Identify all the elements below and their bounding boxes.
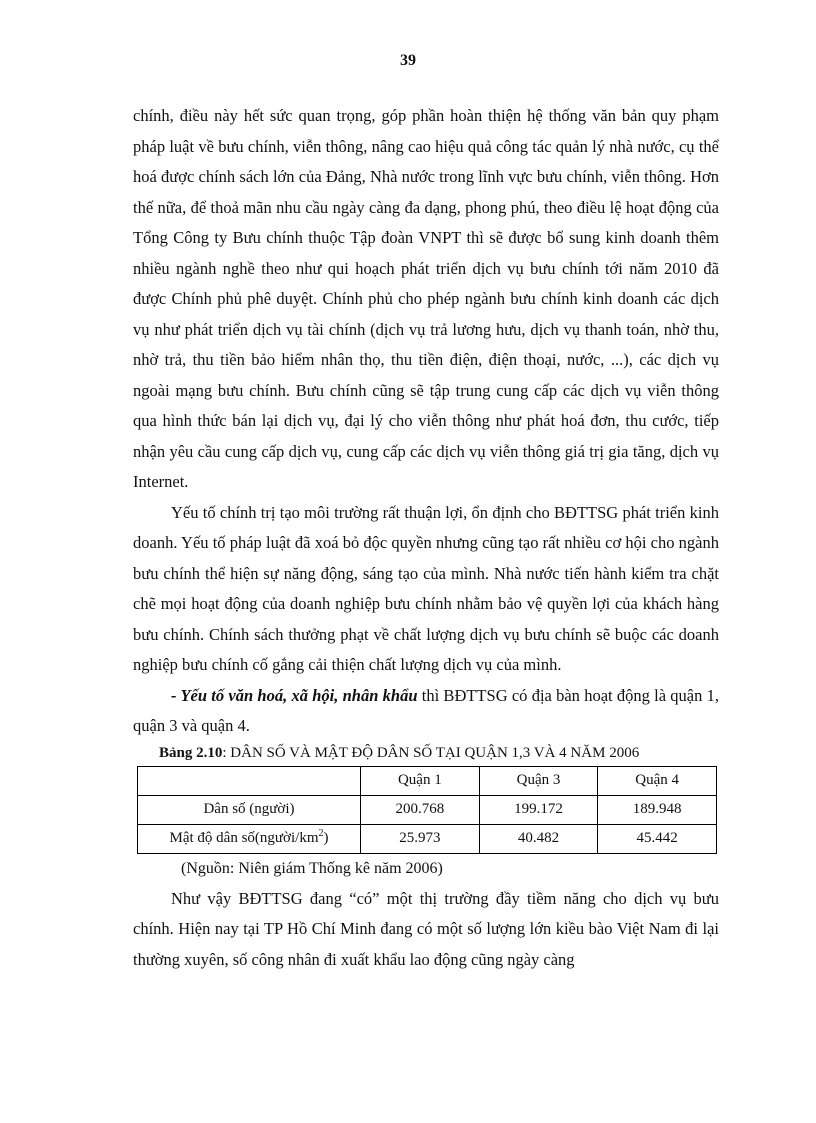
table-caption — [133, 742, 719, 764]
table-caption-text: : DÂN SỐ VÀ MẬT ĐỘ DÂN SỐ TẠI QUẬN 1,3 VÀ 4 NĂM 2006 — [222, 744, 640, 761]
paragraph-3-lead: - Yếu tố văn hoá, xã hội, nhân khẩu — [171, 685, 418, 705]
density-label-end: ) — [323, 830, 329, 846]
paragraph-3 — [133, 681, 719, 742]
population-table — [137, 766, 717, 854]
paragraph-3-rest: thì BĐTTSG có địa bàn hoạt động là quận 1, quận 3 và quận 4. — [133, 685, 719, 735]
table-cell: 200.768 — [361, 795, 480, 824]
table-header-cell — [138, 766, 361, 795]
body-text — [133, 101, 719, 975]
table-cell: 40.482 — [479, 824, 598, 853]
table-cell: 199.172 — [479, 795, 598, 824]
table-header-cell: Quận 3 — [479, 766, 598, 795]
paragraph-1: chính, điều này hết sức quan trọng, góp phần hoàn thiện hệ thống văn bản quy phạm pháp luật về bưu chính, viễn thông, nâng cao hiệu quả công tác quản lý nhà nước, cụ thể hoá được chính sách lớn của Đảng, Nhà nước trong lĩnh vực bưu chính, viễn thông. Hơn thế nữa, để thoả mãn nhu cầu ngày càng đa dạng, phong phú, theo điều lệ hoạt động của Tổng Công ty Bưu chính thuộc Tập đoàn VNPT thì sẽ được bổ sung kinh doanh thêm nhiều ngành nghề theo như qui hoạch phát triển dịch vụ bưu chính tới năm 2010 đã được Chính phủ phê duyệt. Chính phủ cho phép ngành bưu chính kinh doanh các dịch vụ như phát triển dịch vụ tài chính (dịch vụ trả lương hưu, dịch vụ thanh toán, nhờ thu, nhờ trả, thu tiền bảo hiểm nhân thọ, thu tiền điện, điện thoại, nước, ...), các dịch vụ ngoài mạng bưu chính. Bưu chính cũng sẽ tập trung cung cấp các dịch vụ viễn thông qua hình thức bán lại dịch vụ, đại lý cho viễn thông như phát hoá đơn, thu cước, tiếp nhận yêu cầu cung cấp dịch vụ, cung cấp các dịch vụ viễn thông giá trị gia tăng, dịch vụ Internet. — [133, 106, 719, 491]
paragraph-4: Như vậy BĐTTSG đang “có” một thị trường đầy tiềm năng cho dịch vụ bưu chính. Hiện nay tại TP Hồ Chí Minh đang có một số lượng lớn kiều bào Việt Nam đi lại thường xuyên, số công nhân đi xuất khẩu lao động cũng ngày càng — [133, 888, 719, 969]
table-row — [138, 795, 717, 824]
row-label-density — [138, 824, 361, 853]
table-header-cell: Quận 1 — [361, 766, 480, 795]
table-header-cell: Quận 4 — [598, 766, 717, 795]
table-row — [138, 824, 717, 853]
table-header-row — [138, 766, 717, 795]
table-cell: 189.948 — [598, 795, 717, 824]
density-label-text: Mật độ dân số(người/km — [169, 830, 319, 846]
page-number: 39 — [400, 52, 416, 69]
row-label-population: Dân số (người) — [138, 795, 361, 824]
table-caption-label: Bảng 2.10 — [159, 744, 223, 761]
table-cell: 25.973 — [361, 824, 480, 853]
table-cell: 45.442 — [598, 824, 717, 853]
table-source: (Nguồn: Niên giám Thống kê năm 2006) — [181, 859, 443, 877]
density-label-sup: 2 — [318, 828, 324, 839]
paragraph-2: Yếu tố chính trị tạo môi trường rất thuận lợi, ổn định cho BĐTTSG phát triển kinh doanh. Yếu tố pháp luật đã xoá bỏ độc quyền nhưng cũng tạo rất nhiều cơ hội cho ngành bưu chính thể hiện sự năng động, sáng tạo của mình. Nhà nước tiến hành kiểm tra chặt chẽ mọi hoạt động của doanh nghiệp bưu chính nhằm bảo vệ quyền lợi của khách hàng bưu chính. Chính sách thưởng phạt về chất lượng dịch vụ bưu chính sẽ buộc các doanh nghiệp bưu chính cố gắng cải thiện chất lượng dịch vụ của mình. — [133, 502, 719, 674]
